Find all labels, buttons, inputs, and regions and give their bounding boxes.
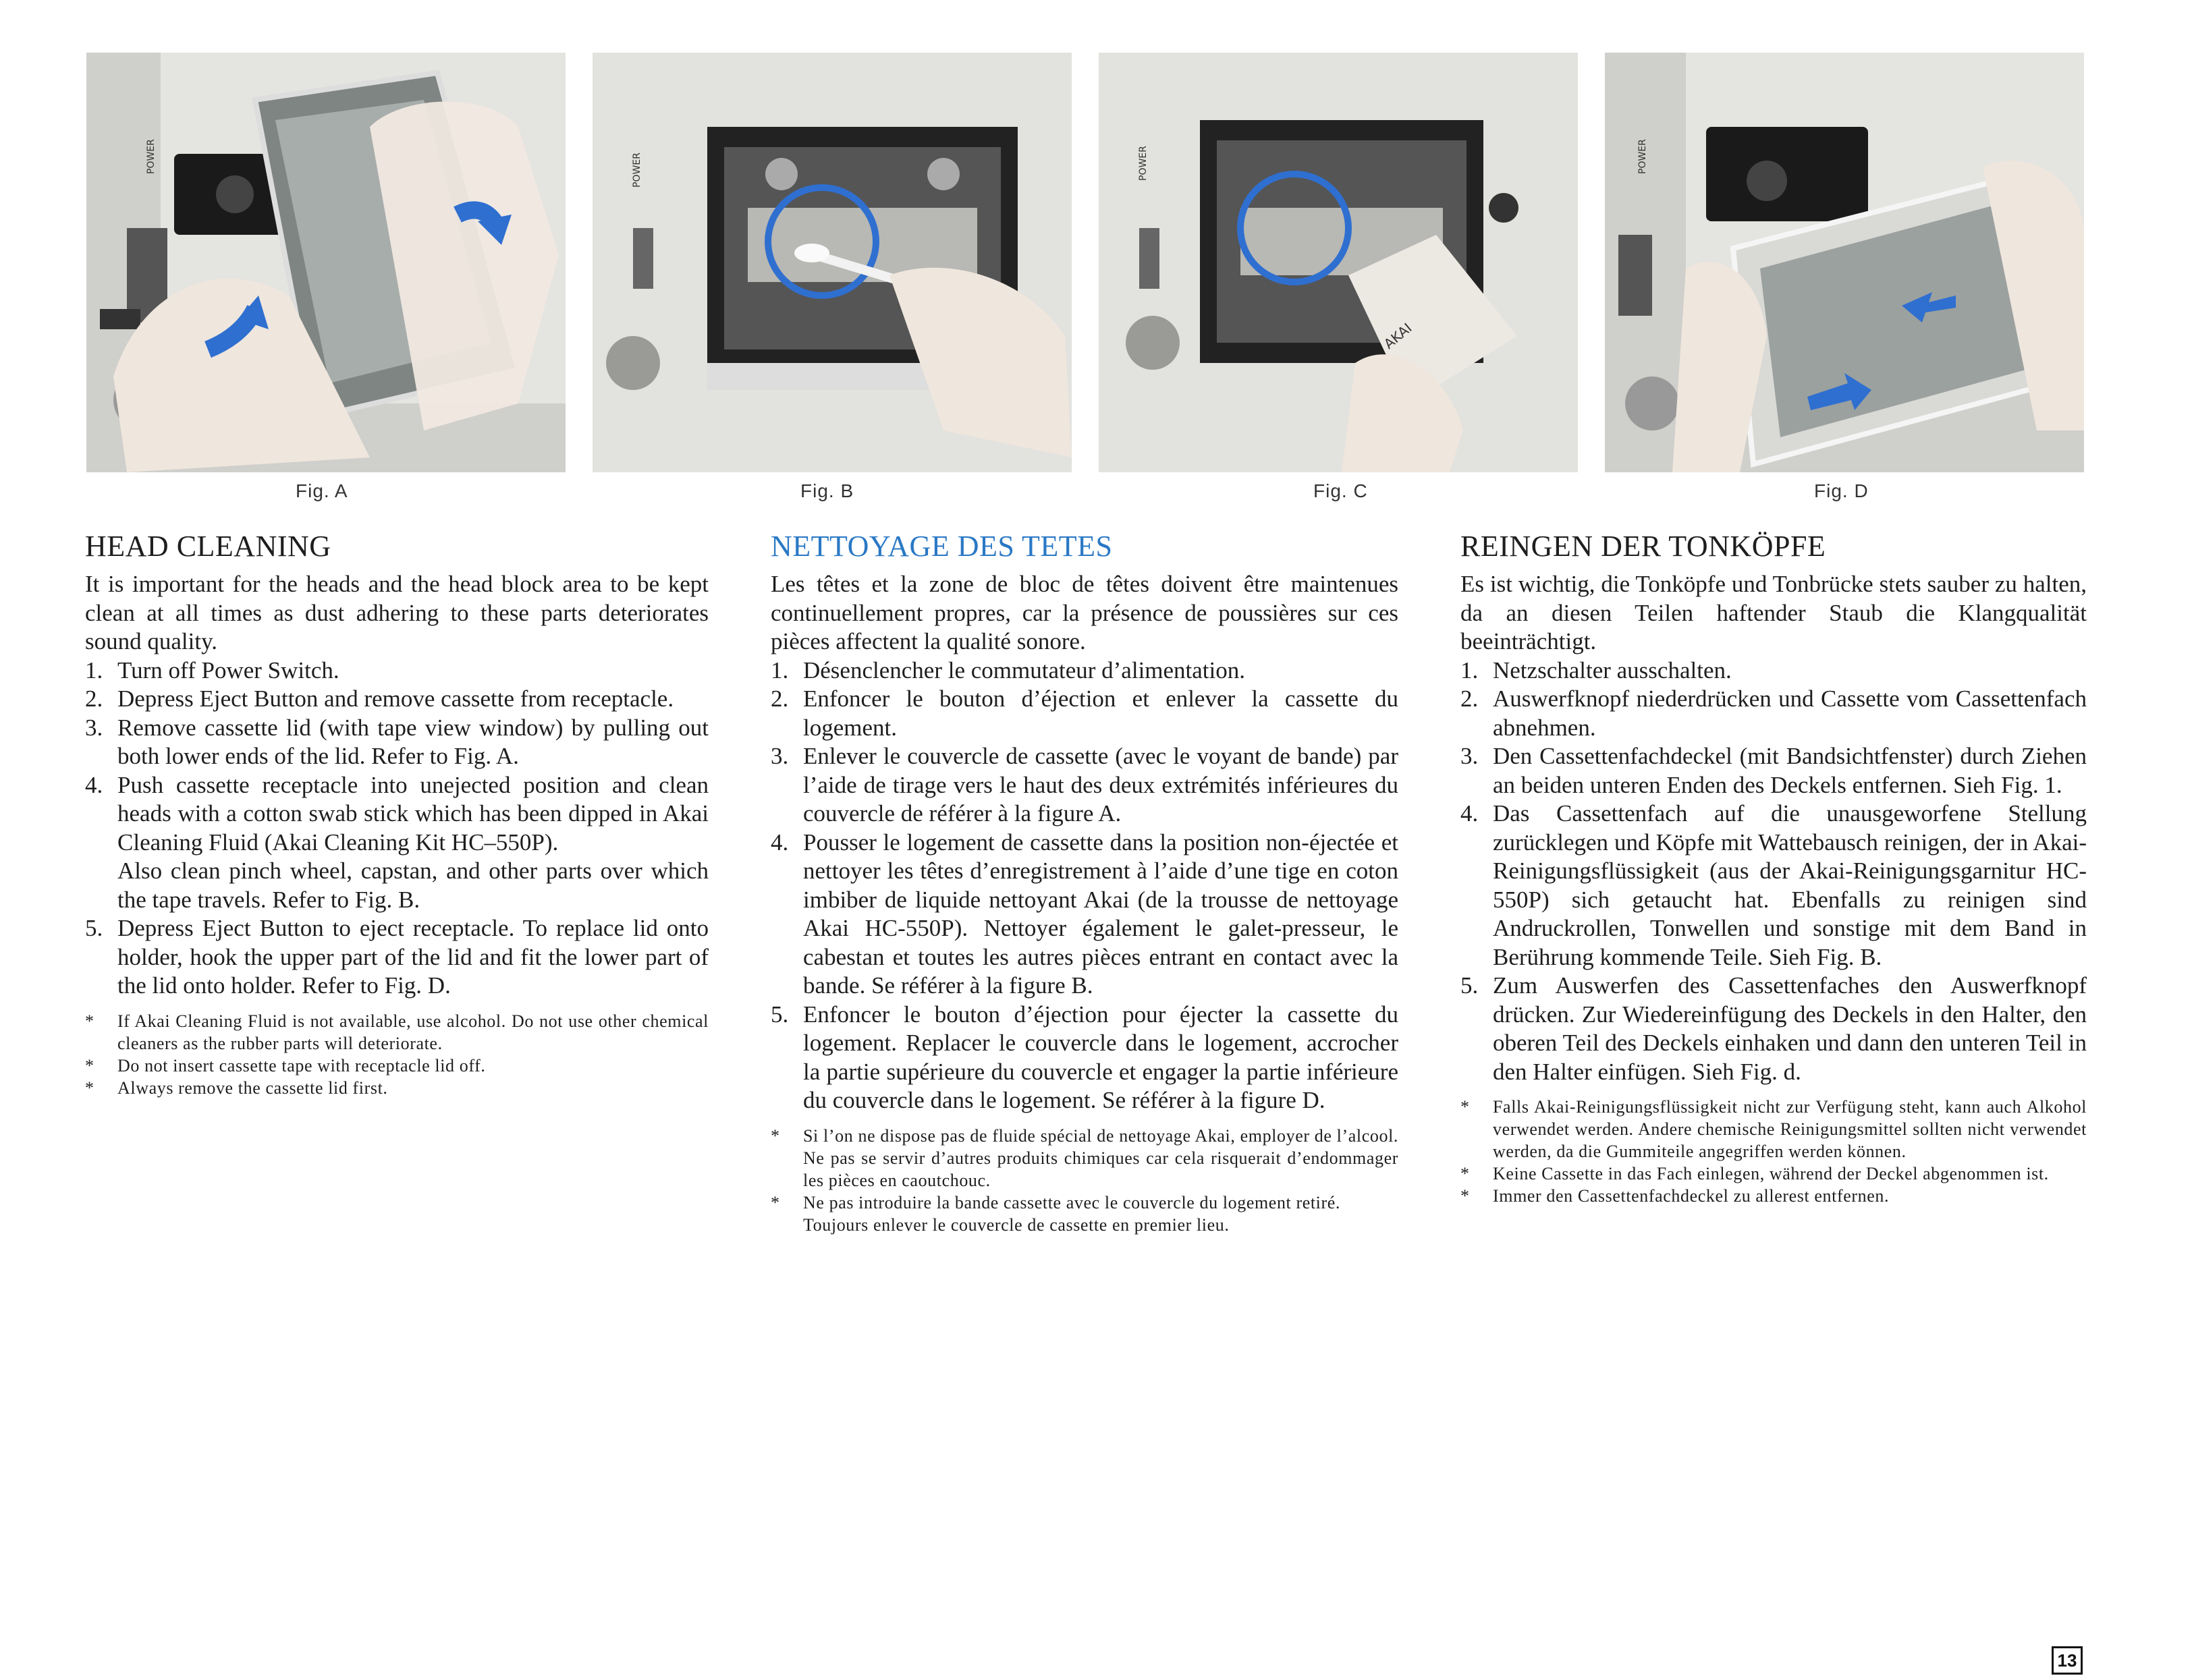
step-extra: Also clean pinch wheel, capstan, and other parts over which the tape travels. Refer to Fig. B. [117,858,709,913]
step-text: Zum Auswerfen des Cassettenfaches den Auswerfknopf drücken. Zur Wiedereinfügung des Deckels in den Halter, den oberen Teil des Deckels einhaken und dann den unteren Teil in den Halter einfügen. Sieh Fig. d. [1493,972,2087,1085]
german-title: REINGEN DER TONKÖPFE [1460,530,1826,563]
french-notes [771,1125,1398,1236]
step-number: 2. [1460,685,1479,712]
fig-b-caption: Fig. B [800,480,854,501]
power-label: POWER [146,139,157,174]
step-text: Enfoncer le bouton d’éjection et enlever la cassette du logement. [803,685,1398,741]
english-step-1 [85,656,709,685]
step-text: Push cassette receptacle into unejected position and clean heads with a cotton swab stick which has been dipped in Akai Cleaning Fluid (Akai Cleaning Kit HC–550P). [117,771,709,856]
fig-d-caption: Fig. D [1814,480,1869,501]
french-step-2 [771,685,1398,742]
german-note-1: * Falls Akai-Reinigungsflüssigkeit nicht zur Verfügung steht, kann auch Alkohol verwendet werden. Andere chemische Reinigungsmittel sollten nicht verwendet werden, da die Gummiteile angegriffen werden können. [1460,1097,2087,1161]
step-text: Depress Eject Button and remove cassette from receptacle. [117,685,674,712]
english-step-5 [85,914,709,1001]
french-note-1: * Si l’on ne dispose pas de fluide spécial de nettoyage Akai, employer de l’alcool. Ne pas se servir d’autres produits chimiques car cela risquerait d’endommager les pièces en caoutchouc. [771,1125,1398,1190]
step-text: Remove cassette lid (with tape view window) by pulling out both lower ends of the lid. Refer to Fig. A. [117,714,709,769]
step-number: 1. [85,656,103,683]
french-step-5 [771,1001,1398,1115]
step-number: 4. [1460,800,1479,827]
french-note-extra: Toujours enlever le couvercle de cassette en premier lieu. [803,1214,1230,1235]
step-number: 1. [1460,656,1479,683]
page-number: 13 [2052,1646,2083,1675]
french-step-1 [771,656,1398,685]
step-number: 2. [771,685,789,712]
english-intro: It is important for the heads and the head block area to be kept clean at all times as dust adhering to these parts deteriorates sound quality. [85,571,709,654]
figure-d-photo [1605,53,2084,472]
step-number: 4. [85,771,103,798]
step-text: Turn off Power Switch. [117,656,339,683]
step-number: 1. [771,656,789,683]
step-text: Désenclencher le commutateur d’alimentation. [803,656,1246,683]
german-note-3: * Immer den Cassettenfachdeckel zu allerest entfernen. [1460,1186,1890,1206]
german-notes [1460,1096,2087,1207]
english-notes [85,1010,709,1099]
french-section [771,529,1398,1236]
german-note-2: * Keine Cassette in das Fach einlegen, während der Deckel abgenommen ist. [1460,1164,2049,1183]
step-number: 5. [771,1001,789,1028]
german-step-5 [1460,972,2087,1086]
step-text: Den Cassettenfachdeckel (mit Bandsichtfenster) durch Ziehen an beiden unteren Enden des Deckels entfernen. Sieh Fig. 1. [1493,743,2087,798]
fig-c-caption: Fig. C [1313,480,1368,501]
power-label-c: POWER [1138,146,1149,181]
german-section [1460,529,2087,1207]
german-step-1 [1460,656,2087,685]
french-title: NETTOYAGE DES TETES [771,530,1113,563]
french-intro: Les têtes et la zone de bloc de têtes doivent être maintenues continuellement propres, car la présence de poussières sur ces pièces affectent la qualité sonore. [771,571,1398,654]
step-number: 3. [85,714,103,741]
figure-b-photo [593,53,1072,472]
french-steps [771,656,1398,1115]
step-text: Pousser le logement de cassette dans la position non-éjectée et nettoyer les têtes d’enregistrement à l’aide d’une tige en coton imbiber de liquide nettoyant Akai (de la trousse de nettoyage Akai HC-550P). Nettoyer également le galet-presseur, le cabestan et toutes les autres pièces entrant en contact avec la bande. Se référer à la figure B. [803,829,1398,999]
german-step-4 [1460,800,2087,972]
french-step-3 [771,742,1398,829]
fig-a-caption: Fig. A [296,480,348,501]
figure-c-photo [1099,53,1578,472]
english-step-4 [85,771,709,915]
step-text: Enfoncer le bouton d’éjection pour éjecter la cassette du logement. Replacer le couvercle dans le logement, accrocher la partie supérieure du couvercle et engager la partie inférieure du couvercle dans le logement. Se référer à la figure D. [803,1001,1398,1113]
step-text: Netzschalter ausschalten. [1493,656,1732,683]
english-note-3: * Always remove the cassette lid first. [85,1077,388,1098]
step-number: 5. [1460,972,1479,999]
english-note-2: * Do not insert cassette tape with receptacle lid off. [85,1055,486,1075]
english-step-3 [85,714,709,771]
german-intro: Es ist wichtig, die Tonköpfe und Tonbrücke stets sauber zu halten, da an diesen Teilen haftender Staub die Klangqualität beeinträchtigt. [1460,571,2087,654]
step-text: Depress Eject Button to eject receptacle. To replace lid onto holder, hook the upper part of the lid and fit the lower part of the lid onto holder. Refer to Fig. D. [117,915,709,999]
step-text: Auswerfknopf niederdrücken und Cassette vom Cassettenfach abnehmen. [1493,685,2087,741]
figure-a-photo [86,53,566,472]
english-steps [85,656,709,1001]
step-number: 4. [771,829,789,856]
french-note-2: * Ne pas introduire la bande cassette avec le couvercle du logement retiré. Toujours enlever le couvercle de cassette en premier lieu. [771,1192,1398,1236]
power-label-b: POWER [632,152,642,188]
step-number: 5. [85,915,103,941]
english-note-1: * If Akai Cleaning Fluid is not available, use alcohol. Do not use other chemical cleaners as the rubber parts will deteriorate. [85,1011,709,1053]
english-section [85,529,709,1099]
german-step-2 [1460,685,2087,742]
akai-label: AKAI [1380,319,1415,352]
german-step-3 [1460,742,2087,800]
german-steps [1460,656,2087,1087]
french-step-4 [771,829,1398,1001]
step-text: Das Cassettenfach auf die unausgeworfene Stellung zurücklegen und Köpfe mit Wattebausch reinigen, der in Akai-Reinigungsflüssigkeit (aus der Akai-Reinigungsgarnitur HC-550P) sich getaucht hat. Ebenfalls zu reinigen sind Andruckrollen, Tonwellen und sonstige mit dem Band in Berührung kommende Teile. Sieh Fig. B. [1493,800,2087,970]
step-number: 2. [85,685,103,712]
english-step-2 [85,685,709,714]
power-label-d: POWER [1637,139,1648,174]
step-number: 3. [771,743,789,769]
step-number: 3. [1460,743,1479,769]
step-text: Enlever le couvercle de cassette (avec le voyant de bande) par l’aide de tirage vers le haut des deux extrémités inférieures du couvercle de référer à la figure A. [803,743,1398,827]
english-title: HEAD CLEANING [85,530,331,563]
